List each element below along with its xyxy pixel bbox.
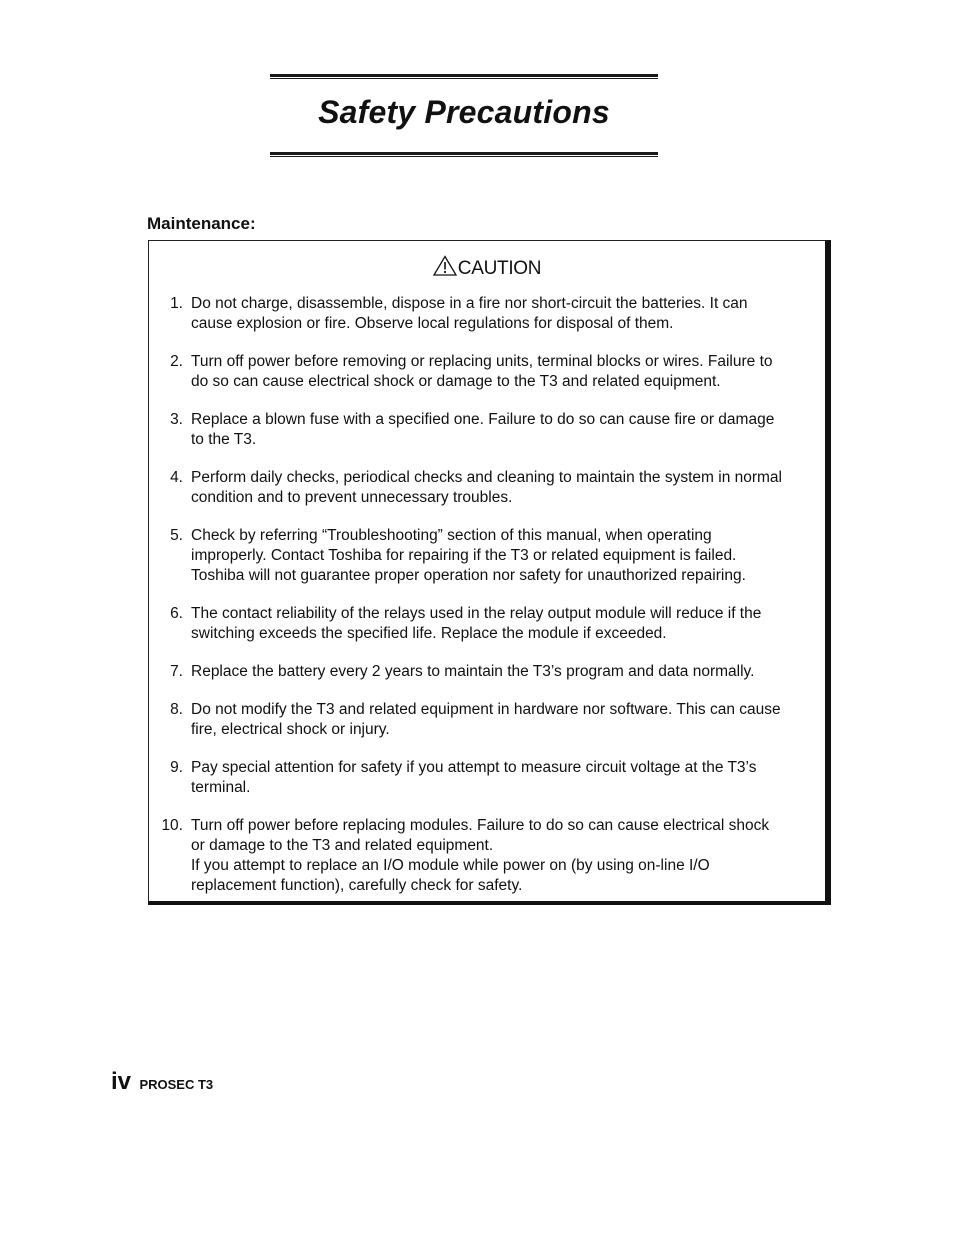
caution-item-number: 8.: [170, 701, 183, 718]
caution-item: [149, 758, 819, 798]
caution-item-text: do so can cause electrical shock or damage to the T3 and related equipment.: [191, 373, 721, 390]
caution-item-text: Do not modify the T3 and related equipment in hardware nor software. This can cause: [191, 701, 781, 718]
page-footer: [111, 1068, 213, 1096]
caution-item: [149, 294, 819, 334]
caution-item-text: The contact reliability of the relays used in the relay output module will reduce if the: [191, 605, 762, 622]
caution-item-text: Turn off power before replacing modules. Failure to do so can cause electrical shock: [191, 817, 770, 834]
page-number: iv: [111, 1068, 132, 1095]
caution-item-text: Toshiba will not guarantee proper operation nor safety for unauthorized repairing.: [191, 567, 746, 584]
caution-item: [149, 662, 819, 682]
caution-item-number: 2.: [170, 353, 183, 370]
caution-item-number: 7.: [170, 663, 183, 680]
caution-item-number: 4.: [170, 469, 183, 486]
caution-item-number: 10.: [161, 817, 183, 834]
caution-item-text: Do not charge, disassemble, dispose in a fire nor short-circuit the batteries. It can: [191, 295, 748, 312]
caution-label: CAUTION: [457, 258, 542, 279]
caution-header: [149, 255, 825, 280]
caution-item: [149, 604, 819, 644]
title-rule-top: [270, 74, 658, 79]
caution-item-text: Replace the battery every 2 years to maintain the T3’s program and data normally.: [191, 663, 755, 680]
page-title: Safety Precautions: [318, 94, 610, 130]
caution-item-text: switching exceeds the specified life. Replace the module if exceeded.: [191, 625, 667, 642]
caution-item: [149, 526, 819, 586]
caution-item-text: cause explosion or fire. Observe local regulations for disposal of them.: [191, 315, 674, 332]
caution-item-text: Check by referring “Troubleshooting” section of this manual, when operating: [191, 527, 712, 544]
caution-item-text: improperly. Contact Toshiba for repairing if the T3 or related equipment is failed.: [191, 547, 737, 564]
caution-item-text: Turn off power before removing or replacing units, terminal blocks or wires. Failure to: [191, 353, 773, 370]
product-name: PROSEC T3: [139, 1077, 214, 1092]
caution-item-text: Perform daily checks, periodical checks and cleaning to maintain the system in normal: [191, 469, 782, 486]
caution-item-number: 6.: [170, 605, 183, 622]
warning-triangle-icon: [433, 255, 457, 276]
caution-item: [149, 700, 819, 740]
caution-item-number: 1.: [170, 295, 183, 312]
caution-item: [149, 352, 819, 392]
caution-list: [149, 294, 819, 914]
caution-box: [148, 240, 831, 905]
caution-item-text: replacement function), carefully check for safety.: [191, 877, 523, 894]
caution-item: [149, 410, 819, 450]
caution-item: [149, 816, 819, 896]
caution-item-text: or damage to the T3 and related equipment.: [191, 837, 494, 854]
caution-item-number: 3.: [170, 411, 183, 428]
caution-item: [149, 468, 819, 508]
title-rule-bottom: [270, 152, 658, 157]
caution-item-number: 9.: [170, 759, 183, 776]
caution-item-text: condition and to prevent unnecessary troubles.: [191, 489, 513, 506]
caution-item-text: Pay special attention for safety if you attempt to measure circuit voltage at the T3’s: [191, 759, 757, 776]
caution-item-number: 5.: [170, 527, 183, 544]
caution-item-text: to the T3.: [191, 431, 257, 448]
caution-item-text: terminal.: [191, 779, 251, 796]
caution-item-text: fire, electrical shock or injury.: [191, 721, 390, 738]
caution-item-text: Replace a blown fuse with a specified one. Failure to do so can cause fire or damage: [191, 411, 775, 428]
caution-item-text: If you attempt to replace an I/O module while power on (by using on-line I/O: [191, 857, 710, 874]
section-heading: Maintenance:: [147, 214, 256, 233]
